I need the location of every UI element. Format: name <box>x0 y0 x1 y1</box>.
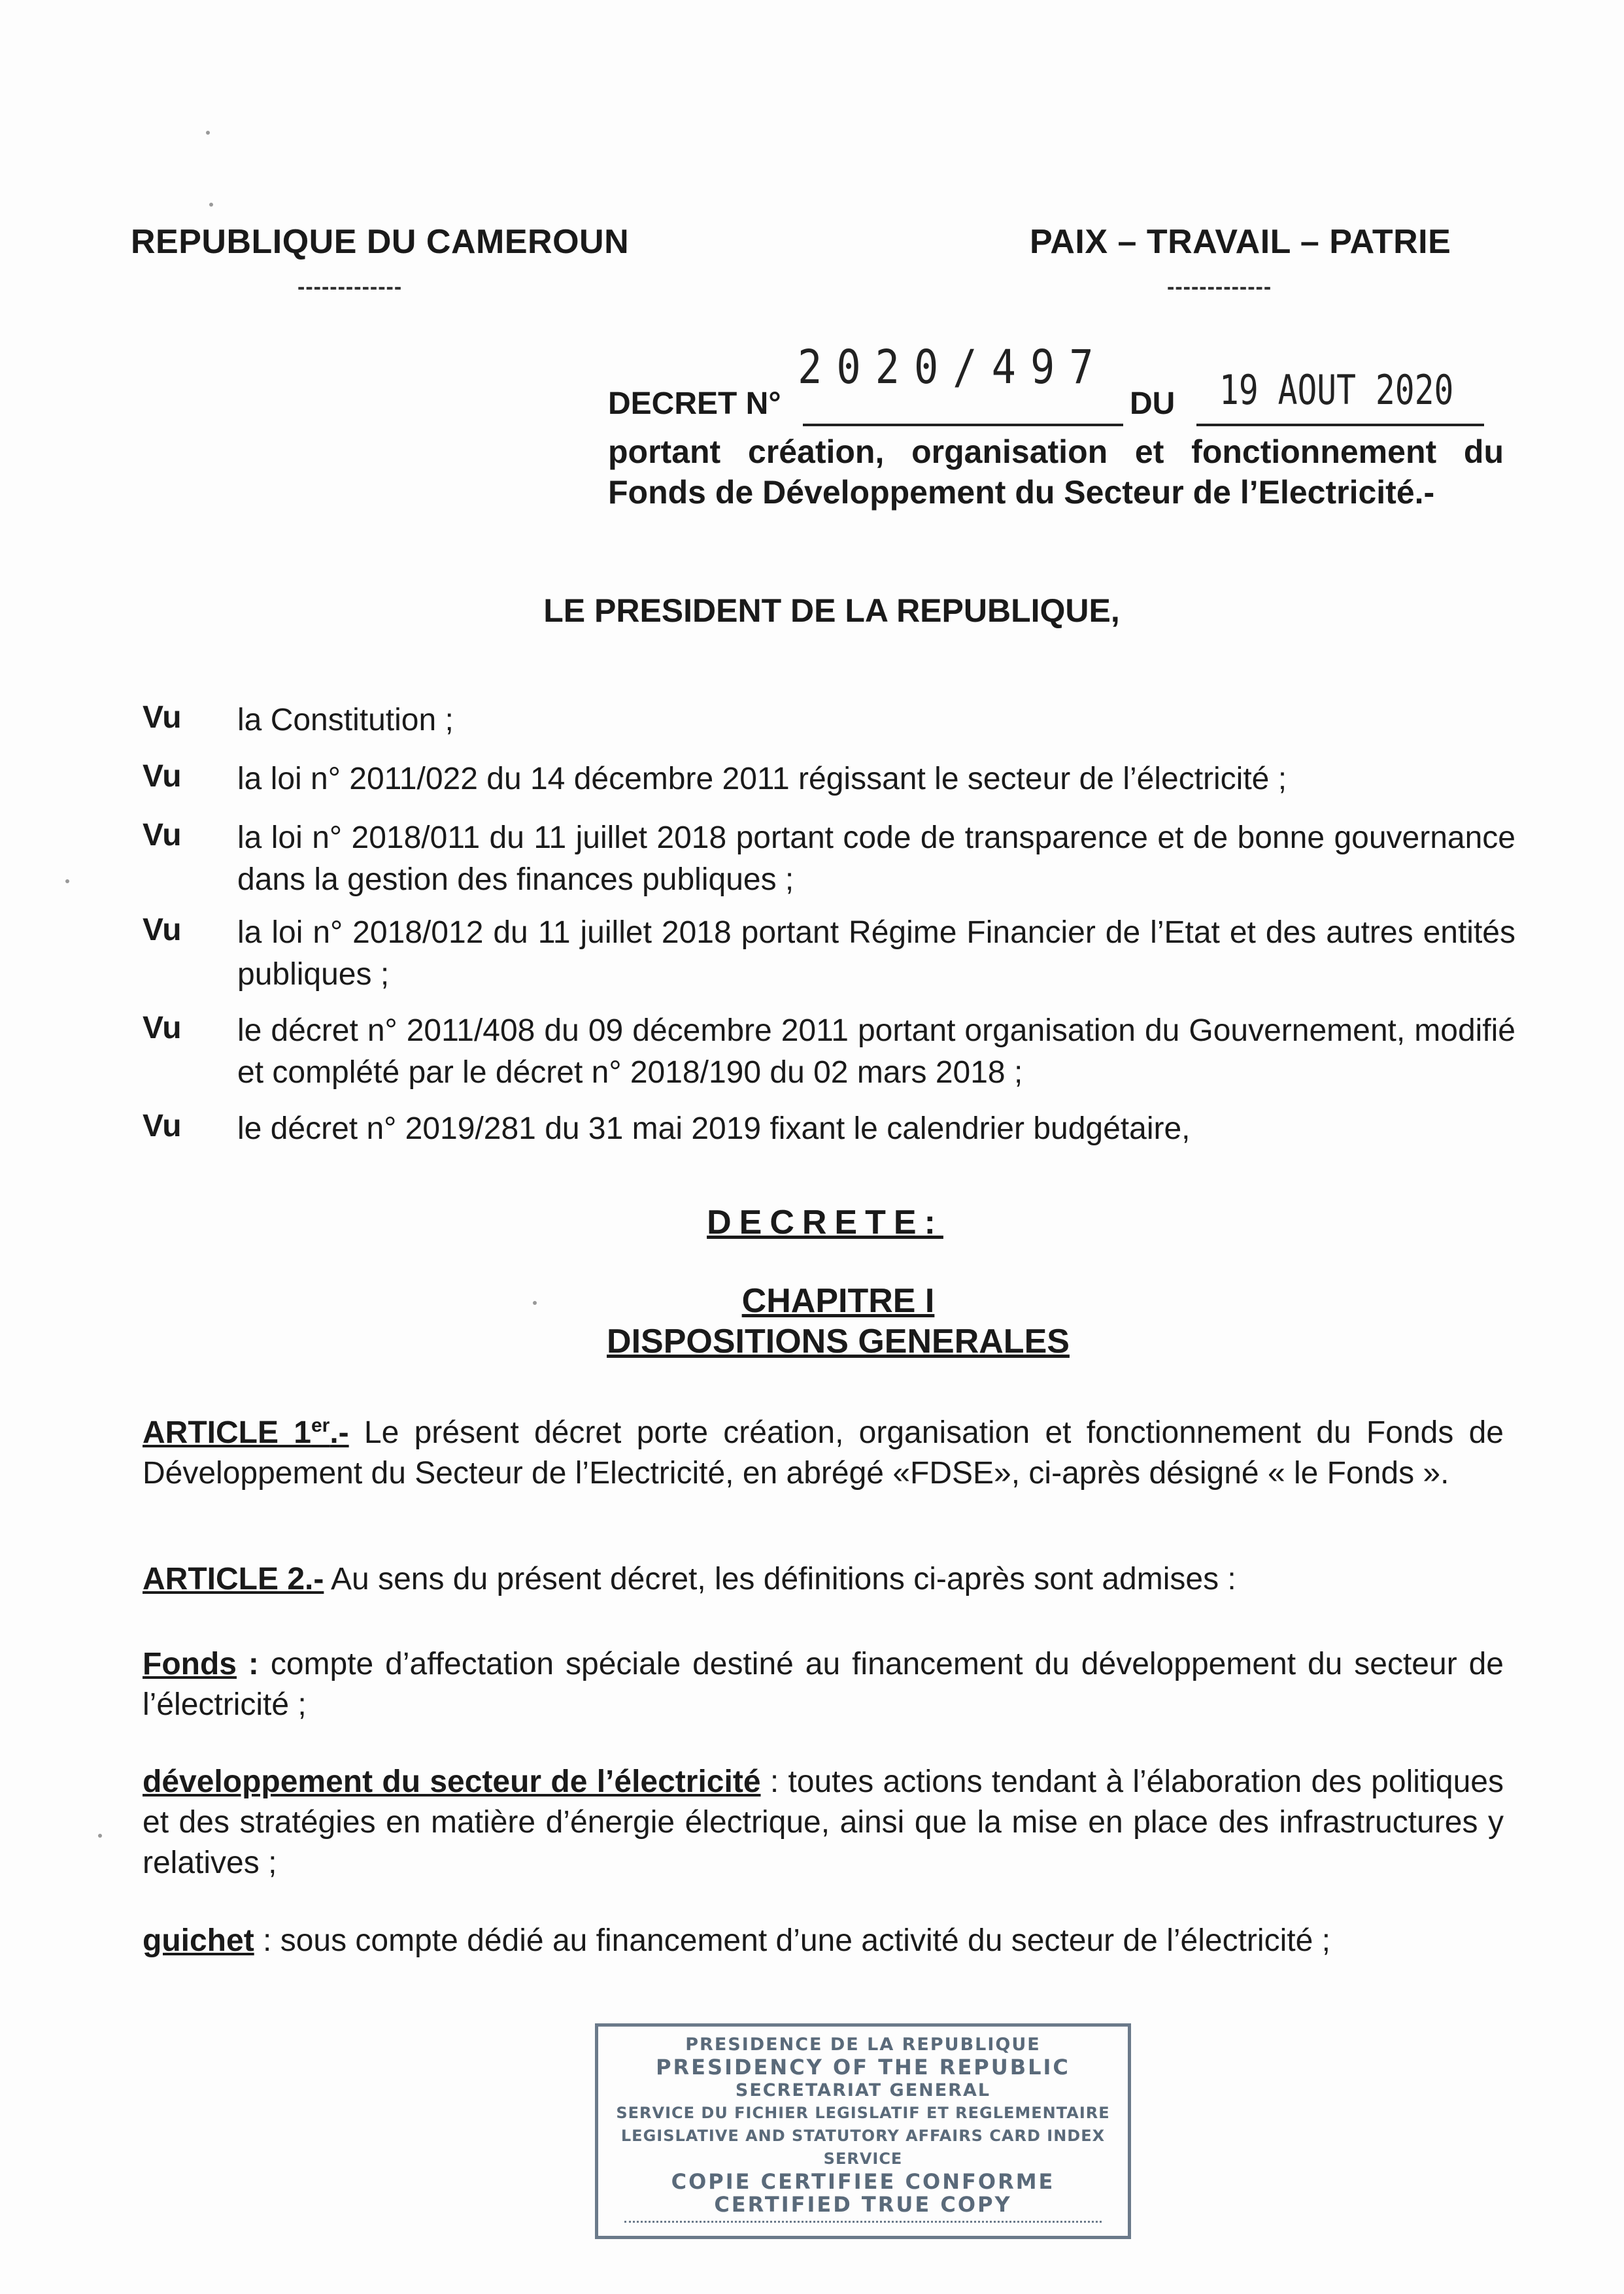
stamp-line: PRESIDENCY OF THE REPUBLIC <box>656 2055 1070 2080</box>
stamp-line: PRESIDENCE DE LA REPUBLIQUE <box>685 2034 1041 2055</box>
stamp-line: CERTIFIED TRUE COPY <box>714 2192 1012 2217</box>
scan-speck <box>206 131 210 135</box>
visa-label: Vu <box>143 1011 182 1045</box>
decree-date: 19 AOUT 2020 <box>1219 366 1454 414</box>
chapter-title: DISPOSITIONS GENERALES <box>607 1323 1070 1360</box>
definition-term: développement du secteur de l’électricité <box>143 1764 761 1799</box>
country-header: REPUBLIQUE DU CAMEROUN <box>131 223 630 261</box>
visa-label: Vu <box>143 818 182 852</box>
decree-number-underline <box>803 424 1123 426</box>
certified-copy-stamp <box>595 2023 1131 2239</box>
definition-separator: : <box>236 1647 271 1681</box>
visa-text: le décret n° 2019/281 du 31 mai 2019 fixant le calendrier budgétaire, <box>237 1111 1191 1146</box>
decree-date-underline <box>1196 424 1484 426</box>
definition-item <box>143 1762 1504 1883</box>
definition-text: compte d’affectation spéciale destiné au financement du développement du secteur de l’électricité ; <box>143 1647 1504 1722</box>
definition-text: toutes actions tendant à l’élaboration des politiques et des stratégies en matière d’énergie électrique, ainsi que la mise en place des infrastructures y relatives ; <box>143 1764 1504 1880</box>
visa-label: Vu <box>143 913 182 947</box>
article-2-label: ARTICLE 2.- <box>143 1562 324 1596</box>
definition-term: Fonds <box>143 1647 237 1681</box>
article-1-text: Le présent décret porte création, organisation et fonctionnement du Fonds de Développement du Secteur de l’Electricité, en abrégé «FDSE», ci-après désigné « le Fonds ». <box>143 1415 1504 1491</box>
visa-label: Vu <box>143 759 182 794</box>
definition-item <box>143 1644 1504 1725</box>
definition-separator: : <box>254 1923 280 1958</box>
stamp-line: SERVICE DU FICHIER LEGISLATIF ET REGLEMENTAIRE <box>616 2104 1110 2122</box>
decree-date-label: DU <box>1130 386 1176 421</box>
article-2 <box>143 1559 1504 1600</box>
visa-text: la loi n° 2018/012 du 11 juillet 2018 portant Régime Financier de l’Etat et des autres entités publiques ; <box>237 915 1515 992</box>
definition-term: guichet <box>143 1923 254 1958</box>
president-heading: LE PRESIDENT DE LA REPUBLIQUE, <box>543 592 1120 629</box>
article-1-label: ARTICLE 1er.- <box>143 1415 349 1450</box>
scan-speck <box>65 879 69 883</box>
decree-title: portant création, organisation et fonctionnement du Fonds de Développement du Secteur de l’Electricité.- <box>608 433 1504 511</box>
scan-speck <box>98 1834 102 1838</box>
header-divider-right: ------------- <box>1167 275 1272 299</box>
header-divider-left: ------------- <box>297 275 403 299</box>
visa-label: Vu <box>143 1109 182 1143</box>
stamp-line: COPIE CERTIFIEE CONFORME <box>671 2169 1055 2194</box>
visa-label: Vu <box>143 700 182 735</box>
definition-text: sous compte dédié au financement d’une activité du secteur de l’électricité ; <box>280 1923 1330 1958</box>
visa-text: la Constitution ; <box>237 703 454 737</box>
decrete-heading: DECRETE: <box>707 1204 943 1241</box>
motto-header: PAIX – TRAVAIL – PATRIE <box>1030 223 1451 261</box>
article-1 <box>143 1406 1504 1494</box>
decree-label: DECRET N° <box>608 386 781 421</box>
visa-text: la loi n° 2018/011 du 11 juillet 2018 portant code de transparence et de bonne gouvernance dans la gestion des finances publiques ; <box>237 820 1515 897</box>
article-2-text: Au sens du présent décret, les définitions ci-après sont admises : <box>324 1562 1236 1596</box>
stamp-line: SECRETARIAT GENERAL <box>735 2080 991 2100</box>
definition-separator: : <box>760 1764 788 1799</box>
definition-item <box>143 1921 1504 1961</box>
visa-text: la loi n° 2011/022 du 14 décembre 2011 régissant le secteur de l’électricité ; <box>237 762 1287 796</box>
chapter-number: CHAPITRE I <box>741 1282 935 1320</box>
scan-speck <box>209 203 213 207</box>
stamp-line: LEGISLATIVE AND STATUTORY AFFAIRS CARD INDEX SERVICE <box>620 2127 1106 2168</box>
scan-speck <box>533 1301 537 1305</box>
visa-text: le décret n° 2011/408 du 09 décembre 2011 portant organisation du Gouvernement, modifié et complété par le décret n° 2018/190 du 02 mars 2018 ; <box>237 1013 1515 1090</box>
decree-number: 2020/497 <box>798 339 1108 395</box>
stamp-signature-line <box>624 2221 1102 2223</box>
